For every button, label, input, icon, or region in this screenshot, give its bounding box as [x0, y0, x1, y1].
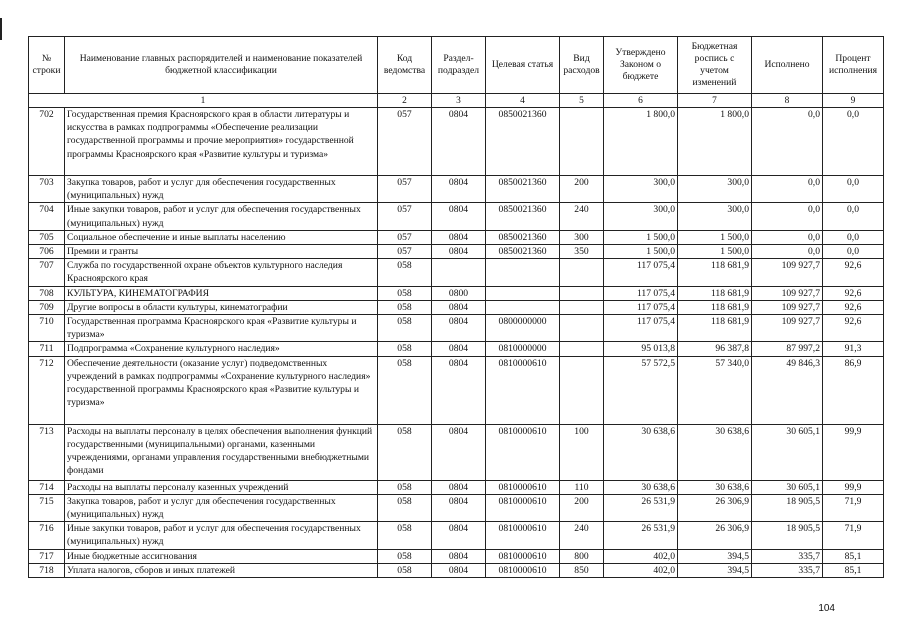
column-number: 6	[604, 94, 678, 108]
row-section-code: 0804	[432, 356, 486, 424]
row-name: Обеспечение деятельности (оказание услуг) подведомственных учреждений в рамках подпрограммы «Сохранение культурного наследия» государственной программы Красноярского края «Развитие культуры и туризма»	[65, 356, 378, 424]
row-executed: 18 905,5	[752, 494, 823, 521]
row-expense-type: 240	[560, 522, 604, 549]
row-number: 716	[29, 522, 65, 549]
row-executed: 335,7	[752, 549, 823, 563]
row-dept-code: 057	[378, 108, 432, 176]
row-name: Другие вопросы в области культуры, кинематографии	[65, 300, 378, 314]
row-name: Иные закупки товаров, работ и услуг для обеспечения государственных (муниципальных) нужд	[65, 522, 378, 549]
row-name: Расходы на выплаты персоналу казенных учреждений	[65, 480, 378, 494]
row-executed: 109 927,7	[752, 300, 823, 314]
row-expense-type: 300	[560, 230, 604, 244]
column-number-row	[29, 94, 884, 108]
table-row	[29, 203, 884, 230]
row-dept-code: 058	[378, 286, 432, 300]
row-section-code: 0804	[432, 245, 486, 259]
row-approved: 26 531,9	[604, 522, 678, 549]
row-expense-type: 240	[560, 203, 604, 230]
row-approved: 117 075,4	[604, 286, 678, 300]
row-approved: 402,0	[604, 563, 678, 577]
row-number: 711	[29, 342, 65, 356]
row-expense-type: 100	[560, 424, 604, 480]
row-target-code: 0810000000	[486, 342, 560, 356]
row-approved: 1 500,0	[604, 245, 678, 259]
row-percent: 86,9	[823, 356, 884, 424]
row-executed: 0,0	[752, 230, 823, 244]
row-dept-code: 058	[378, 300, 432, 314]
table-row	[29, 342, 884, 356]
row-dept-code: 058	[378, 522, 432, 549]
row-dept-code: 057	[378, 245, 432, 259]
header-target: Целевая статья	[486, 37, 560, 94]
row-target-code: 0850021360	[486, 203, 560, 230]
row-name: Премии и гранты	[65, 245, 378, 259]
row-expense-type: 200	[560, 494, 604, 521]
row-name: Государственная программа Красноярского края «Развитие культуры и туризма»	[65, 315, 378, 342]
row-dept-code: 058	[378, 480, 432, 494]
row-expense-type	[560, 108, 604, 176]
row-percent: 0,0	[823, 203, 884, 230]
row-dept-code: 058	[378, 563, 432, 577]
table-row	[29, 245, 884, 259]
row-number: 704	[29, 203, 65, 230]
row-section-code: 0804	[432, 563, 486, 577]
row-percent: 92,6	[823, 286, 884, 300]
row-approved: 117 075,4	[604, 300, 678, 314]
row-budget-list: 300,0	[678, 203, 752, 230]
row-approved: 300,0	[604, 203, 678, 230]
row-target-code: 0810000610	[486, 563, 560, 577]
row-budget-list: 394,5	[678, 549, 752, 563]
row-target-code: 0810000610	[486, 549, 560, 563]
row-approved: 1 500,0	[604, 230, 678, 244]
row-number: 708	[29, 286, 65, 300]
row-number: 703	[29, 176, 65, 203]
row-budget-list: 118 681,9	[678, 259, 752, 286]
row-executed: 30 605,1	[752, 480, 823, 494]
row-executed: 18 905,5	[752, 522, 823, 549]
row-dept-code: 058	[378, 356, 432, 424]
row-expense-type	[560, 286, 604, 300]
row-percent: 0,0	[823, 176, 884, 203]
header-type: Вид расходов	[560, 37, 604, 94]
header-row	[29, 37, 884, 94]
row-budget-list: 118 681,9	[678, 315, 752, 342]
row-name: Иные бюджетные ассигнования	[65, 549, 378, 563]
row-number: 702	[29, 108, 65, 176]
row-approved: 95 013,8	[604, 342, 678, 356]
row-target-code: 0850021360	[486, 230, 560, 244]
page-number: 104	[818, 603, 835, 614]
row-approved: 57 572,5	[604, 356, 678, 424]
row-dept-code: 058	[378, 494, 432, 521]
row-section-code: 0804	[432, 494, 486, 521]
row-approved: 117 075,4	[604, 315, 678, 342]
row-percent: 99,9	[823, 424, 884, 480]
row-budget-list: 30 638,6	[678, 424, 752, 480]
row-executed: 109 927,7	[752, 315, 823, 342]
row-executed: 335,7	[752, 563, 823, 577]
row-percent: 91,3	[823, 342, 884, 356]
row-budget-list: 118 681,9	[678, 300, 752, 314]
row-budget-list: 30 638,6	[678, 480, 752, 494]
row-number: 706	[29, 245, 65, 259]
table-body	[29, 108, 884, 578]
column-number: 5	[560, 94, 604, 108]
row-dept-code: 057	[378, 230, 432, 244]
table-row	[29, 522, 884, 549]
row-approved: 30 638,6	[604, 424, 678, 480]
row-section-code: 0804	[432, 176, 486, 203]
row-name: Закупка товаров, работ и услуг для обеспечения государственных (муниципальных) нужд	[65, 176, 378, 203]
row-expense-type: 800	[560, 549, 604, 563]
header-name: Наименование главных распорядителей и наименование показателей бюджетной классификации	[65, 37, 378, 94]
row-budget-list: 26 306,9	[678, 522, 752, 549]
row-target-code: 0800000000	[486, 315, 560, 342]
column-number: 2	[378, 94, 432, 108]
row-budget-list: 96 387,8	[678, 342, 752, 356]
header-percent: Процент исполнения	[823, 37, 884, 94]
row-executed: 0,0	[752, 245, 823, 259]
row-percent: 85,1	[823, 549, 884, 563]
header-num: № строки	[29, 37, 65, 94]
table-row	[29, 563, 884, 577]
row-name: Государственная премия Красноярского края в области литературы и искусства в рамках подпрограммы «Обеспечение реализации государственной программы и прочие мероприятия» государственной программы Красноярского края «Развитие культуры и туризма»	[65, 108, 378, 176]
row-budget-list: 1 800,0	[678, 108, 752, 176]
row-approved: 117 075,4	[604, 259, 678, 286]
row-percent: 0,0	[823, 245, 884, 259]
row-target-code: 0810000610	[486, 424, 560, 480]
row-name: Расходы на выплаты персоналу в целях обеспечения выполнения функций государственными (муниципальными) органами, казенными учреждениями, органами управления государственными внебюджетными фондами	[65, 424, 378, 480]
table-row	[29, 108, 884, 176]
row-section-code: 0804	[432, 300, 486, 314]
column-number: 7	[678, 94, 752, 108]
row-expense-type	[560, 342, 604, 356]
row-dept-code: 058	[378, 549, 432, 563]
row-section-code: 0804	[432, 522, 486, 549]
column-number: 3	[432, 94, 486, 108]
row-number: 707	[29, 259, 65, 286]
row-percent: 99,9	[823, 480, 884, 494]
row-section-code: 0804	[432, 315, 486, 342]
row-dept-code: 058	[378, 424, 432, 480]
row-section-code: 0804	[432, 424, 486, 480]
row-executed: 30 605,1	[752, 424, 823, 480]
row-target-code: 0810000610	[486, 522, 560, 549]
table-row	[29, 315, 884, 342]
row-number: 715	[29, 494, 65, 521]
row-percent: 85,1	[823, 563, 884, 577]
row-number: 714	[29, 480, 65, 494]
row-executed: 109 927,7	[752, 259, 823, 286]
row-number: 712	[29, 356, 65, 424]
row-dept-code: 057	[378, 203, 432, 230]
table-row	[29, 494, 884, 521]
row-approved: 402,0	[604, 549, 678, 563]
row-expense-type: 850	[560, 563, 604, 577]
row-name: КУЛЬТУРА, КИНЕМАТОГРАФИЯ	[65, 286, 378, 300]
header-approved: Утверждено Законом о бюджете	[604, 37, 678, 94]
row-expense-type	[560, 356, 604, 424]
row-section-code: 0804	[432, 480, 486, 494]
row-section-code: 0804	[432, 230, 486, 244]
row-executed: 0,0	[752, 108, 823, 176]
row-number: 717	[29, 549, 65, 563]
row-expense-type: 200	[560, 176, 604, 203]
table-row	[29, 356, 884, 424]
row-number: 705	[29, 230, 65, 244]
row-section-code: 0804	[432, 108, 486, 176]
row-percent: 92,6	[823, 315, 884, 342]
row-percent: 71,9	[823, 494, 884, 521]
row-approved: 1 800,0	[604, 108, 678, 176]
column-number: 1	[29, 94, 378, 108]
row-budget-list: 57 340,0	[678, 356, 752, 424]
row-section-code: 0800	[432, 286, 486, 300]
row-target-code: 0850021360	[486, 108, 560, 176]
row-executed: 87 997,2	[752, 342, 823, 356]
row-section-code: 0804	[432, 549, 486, 563]
table-row	[29, 259, 884, 286]
row-target-code: 0850021360	[486, 176, 560, 203]
header-section: Раздел-подраздел	[432, 37, 486, 94]
row-percent: 92,6	[823, 300, 884, 314]
row-approved: 30 638,6	[604, 480, 678, 494]
row-dept-code: 058	[378, 259, 432, 286]
row-percent: 92,6	[823, 259, 884, 286]
row-name: Служба по государственной охране объектов культурного наследия Красноярского края	[65, 259, 378, 286]
budget-table	[28, 36, 884, 578]
row-target-code	[486, 259, 560, 286]
row-target-code: 0810000610	[486, 494, 560, 521]
row-approved: 300,0	[604, 176, 678, 203]
header-budget-list: Бюджетная роспись с учетом изменений	[678, 37, 752, 94]
row-name: Закупка товаров, работ и услуг для обеспечения государственных (муниципальных) нужд	[65, 494, 378, 521]
table-row	[29, 300, 884, 314]
header-dept: Код ведомства	[378, 37, 432, 94]
row-dept-code: 058	[378, 342, 432, 356]
row-budget-list: 26 306,9	[678, 494, 752, 521]
row-expense-type: 110	[560, 480, 604, 494]
row-target-code	[486, 300, 560, 314]
row-percent: 0,0	[823, 108, 884, 176]
column-number: 4	[486, 94, 560, 108]
table-row	[29, 480, 884, 494]
table-row	[29, 230, 884, 244]
row-budget-list: 300,0	[678, 176, 752, 203]
row-name: Уплата налогов, сборов и иных платежей	[65, 563, 378, 577]
header-executed: Исполнено	[752, 37, 823, 94]
row-target-code: 0810000610	[486, 480, 560, 494]
table-row	[29, 549, 884, 563]
table-row	[29, 286, 884, 300]
row-name: Иные закупки товаров, работ и услуг для обеспечения государственных (муниципальных) нужд	[65, 203, 378, 230]
table-row	[29, 176, 884, 203]
row-expense-type	[560, 315, 604, 342]
row-budget-list: 118 681,9	[678, 286, 752, 300]
row-executed: 0,0	[752, 203, 823, 230]
table-row	[29, 424, 884, 480]
row-section-code	[432, 259, 486, 286]
row-number: 709	[29, 300, 65, 314]
row-name: Подпрограмма «Сохранение культурного наследия»	[65, 342, 378, 356]
column-number: 8	[752, 94, 823, 108]
scan-edge-mark	[0, 18, 2, 40]
row-budget-list: 1 500,0	[678, 245, 752, 259]
row-section-code: 0804	[432, 342, 486, 356]
row-name: Социальное обеспечение и иные выплаты населению	[65, 230, 378, 244]
row-executed: 49 846,3	[752, 356, 823, 424]
row-budget-list: 1 500,0	[678, 230, 752, 244]
row-approved: 26 531,9	[604, 494, 678, 521]
row-budget-list: 394,5	[678, 563, 752, 577]
row-executed: 109 927,7	[752, 286, 823, 300]
row-percent: 0,0	[823, 230, 884, 244]
row-executed: 0,0	[752, 176, 823, 203]
row-dept-code: 058	[378, 315, 432, 342]
row-number: 710	[29, 315, 65, 342]
row-number: 718	[29, 563, 65, 577]
column-number: 9	[823, 94, 884, 108]
row-target-code	[486, 286, 560, 300]
row-percent: 71,9	[823, 522, 884, 549]
row-expense-type: 350	[560, 245, 604, 259]
row-target-code: 0810000610	[486, 356, 560, 424]
row-expense-type	[560, 259, 604, 286]
row-dept-code: 057	[378, 176, 432, 203]
row-section-code: 0804	[432, 203, 486, 230]
row-number: 713	[29, 424, 65, 480]
row-expense-type	[560, 300, 604, 314]
row-target-code: 0850021360	[486, 245, 560, 259]
